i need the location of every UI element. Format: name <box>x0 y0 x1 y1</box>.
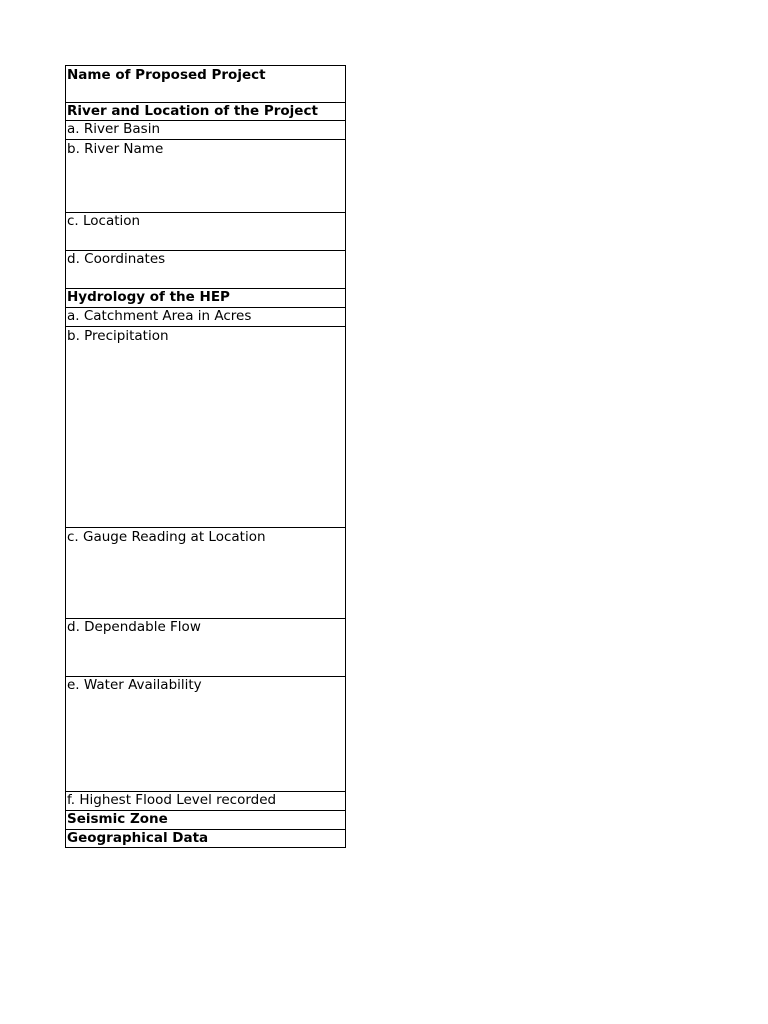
form-row-river-name <box>66 140 345 213</box>
form-row-label: c. Location <box>67 213 141 229</box>
form-row-dependable-flow <box>66 619 345 677</box>
form-row-river-basin <box>66 121 345 140</box>
form-row-coordinates <box>66 251 345 289</box>
form-row-water-availability <box>66 677 345 792</box>
form-row-label: c. Gauge Reading at Location <box>67 529 266 545</box>
form-row-label: Seismic Zone <box>67 811 168 827</box>
project-form-table <box>65 65 346 848</box>
form-row-project-name <box>66 66 345 103</box>
form-row-hydrology-heading <box>66 289 345 308</box>
form-row-label: Hydrology of the HEP <box>67 289 230 305</box>
form-row-geographical-data <box>66 830 345 848</box>
form-row-river-location-heading <box>66 103 345 121</box>
form-row-label: f. Highest Flood Level recorded <box>67 792 277 808</box>
form-row-label: a. River Basin <box>67 121 160 137</box>
form-row-highest-flood-level <box>66 792 345 811</box>
form-row-location <box>66 213 345 251</box>
form-row-label: e. Water Availability <box>67 677 202 693</box>
form-row-catchment-area <box>66 308 345 327</box>
form-row-label: Geographical Data <box>67 830 209 846</box>
form-row-label: Name of Proposed Project <box>67 67 266 83</box>
form-row-seismic-zone <box>66 811 345 830</box>
form-row-label: b. River Name <box>67 141 164 157</box>
form-row-precipitation <box>66 327 345 528</box>
form-row-gauge-reading <box>66 528 345 619</box>
form-row-label: River and Location of the Project <box>67 103 318 119</box>
form-row-label: a. Catchment Area in Acres <box>67 308 252 324</box>
form-row-label: b. Precipitation <box>67 328 169 344</box>
form-row-label: d. Dependable Flow <box>67 619 201 635</box>
form-row-label: d. Coordinates <box>67 251 166 267</box>
